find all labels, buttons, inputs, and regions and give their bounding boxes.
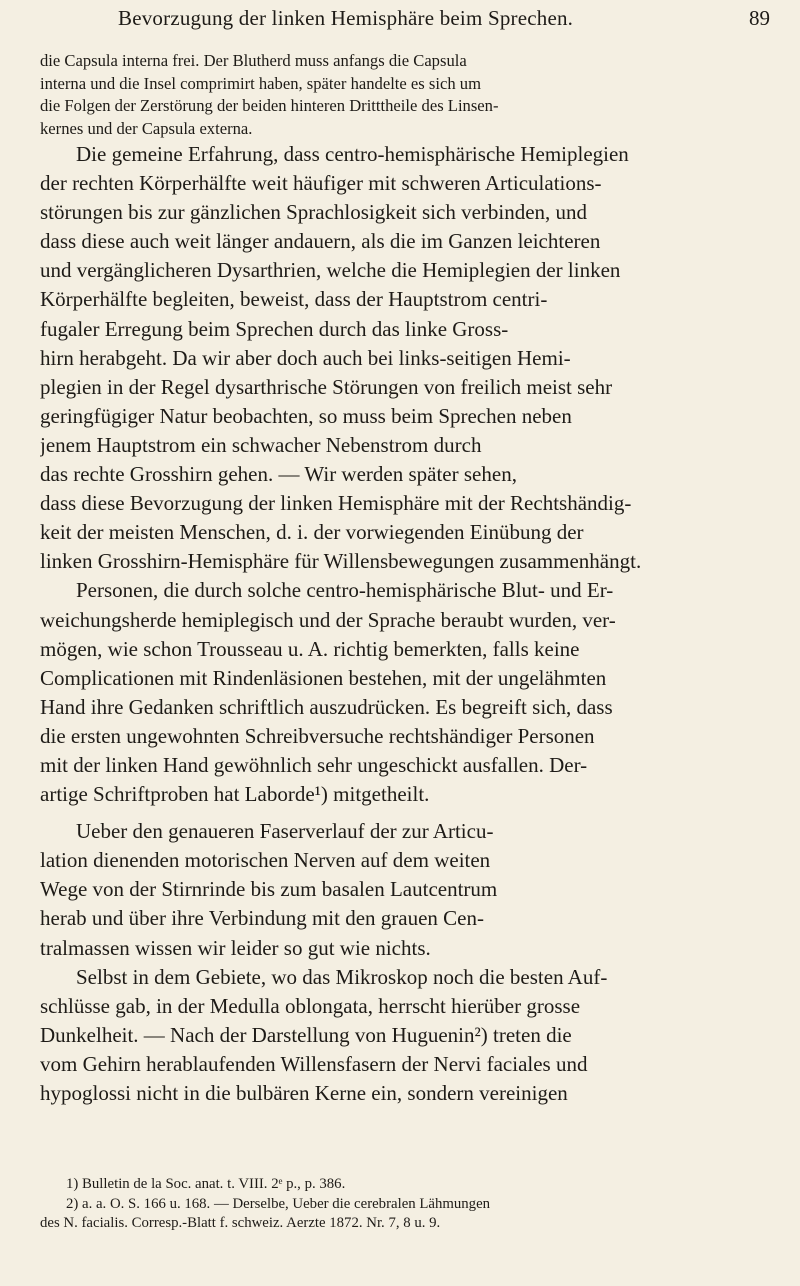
text-line: Dunkelheit. — Nach der Darstellung von Huguenin²) treten die [40,1022,572,1047]
text-line: Die gemeine Erfahrung, dass centro-hemisphärische Hemiplegien [76,142,629,166]
text-line: mögen, wie schon Trousseau u. A. richtig bemerkten, falls keine [40,636,580,661]
text-line: hypoglossi nicht in die bulbären Kerne ein, sondern vereinigen [40,1081,568,1105]
text-line: die Folgen der Zerstörung der beiden hinteren Dritttheile des Linsen- [40,96,499,115]
text-line: kernes und der Capsula externa. [40,118,253,138]
text-line: die ersten ungewohnten Schreibversuche rechtshändiger Personen [40,723,595,748]
page-number: 89 [749,6,770,30]
text-line: schlüsse gab, in der Medulla oblongata, herrscht hierüber grosse [40,993,581,1018]
paragraph-4 [40,963,770,1108]
text-line: die Capsula interna frei. Der Blutherd muss anfangs die Capsula [40,51,467,70]
text-line: weichungsherde hemiplegisch und der Sprache beraubt wurden, ver- [40,607,616,632]
footnote: 1) Bulletin de la Soc. anat. t. VIII. 2ᵉ p., p. 386. [66,1176,346,1192]
body-text [40,50,770,1108]
text-line: artige Schriftproben hat Laborde¹) mitgetheilt. [40,782,430,807]
text-line: tralmassen wissen wir leider so gut wie nichts. [40,935,431,960]
footnote: 2) a. a. O. S. 166 u. 168. — Derselbe, Ueber die cerebralen Lähmungen [66,1195,491,1212]
text-line: der rechten Körperhälfte weit häufiger mit schweren Articulations- [40,171,602,196]
text-line: und vergänglicheren Dysarthrien, welche die Hemiplegien der linken [40,258,621,283]
text-line: herab und über ihre Verbindung mit den grauen Cen- [40,906,484,931]
text-line: dass diese auch weit länger andauern, als die im Ganzen leichteren [40,229,601,254]
text-line: dass diese Bevorzugung der linken Hemisphäre mit der Rechtshändig- [40,491,632,516]
text-line: Personen, die durch solche centro-hemisphärische Blut- und Er- [76,578,614,603]
text-line: interna und die Insel comprimirt haben, später handelte es sich um [40,73,481,93]
text-line: linken Grosshirn-Hemisphäre für Willensbewegungen zusammenhängt. [40,549,642,574]
paragraph-3 [40,817,770,962]
text-line: hirn herabgeht. Da wir aber doch auch bei links-seitigen Hemi- [40,345,571,370]
text-line: Hand ihre Gedanken schriftlich auszudrücken. Es begreift sich, dass [40,694,613,719]
text-line: Ueber den genaueren Faserverlauf der zur Articu- [76,819,494,844]
paragraph-2 [40,140,770,809]
text-line: plegien in der Regel dysarthrische Störungen von freilich meist sehr [40,374,613,399]
text-line: geringfügiger Natur beobachten, so muss beim Sprechen neben [40,403,572,428]
page-header [40,6,770,36]
text-line: keit der meisten Menschen, d. i. der vorwiegenden Einübung der [40,520,584,545]
text-line: mit der linken Hand gewöhnlich sehr ungeschickt ausfallen. Der- [40,752,588,777]
text-line: lation dienenden motorischen Nerven auf dem weiten [40,848,491,873]
text-line: Wege von der Stirnrinde bis zum basalen Lautcentrum [40,877,498,902]
text-line: das rechte Grosshirn gehen. — Wir werden später sehen, [40,462,517,487]
text-line: Complicationen mit Rindenläsionen bestehen, mit der ungelähmten [40,665,607,690]
text-line: Körperhälfte begleiten, beweist, dass der Hauptstrom centri- [40,287,548,312]
text-line: störungen bis zur gänzlichen Sprachlosigkeit sich verbinden, und [40,200,588,225]
text-line: fugaler Erregung beim Sprechen durch das linke Gross- [40,316,509,341]
text-line: vom Gehirn herablaufenden Willensfasern der Nervi faciales und [40,1051,588,1076]
text-line: Selbst in dem Gebiete, wo das Mikroskop noch die besten Auf- [76,964,608,989]
running-head: Bevorzugung der linken Hemisphäre beim Sprechen. [118,6,574,30]
footnote: des N. facialis. Corresp.-Blatt f. schweiz. Aerzte 1872. Nr. 7, 8 u. 9. [40,1215,441,1231]
paragraph-1 [40,50,770,140]
footnotes [40,1175,770,1234]
text-line: jenem Hauptstrom ein schwacher Nebenstrom durch [40,432,482,457]
